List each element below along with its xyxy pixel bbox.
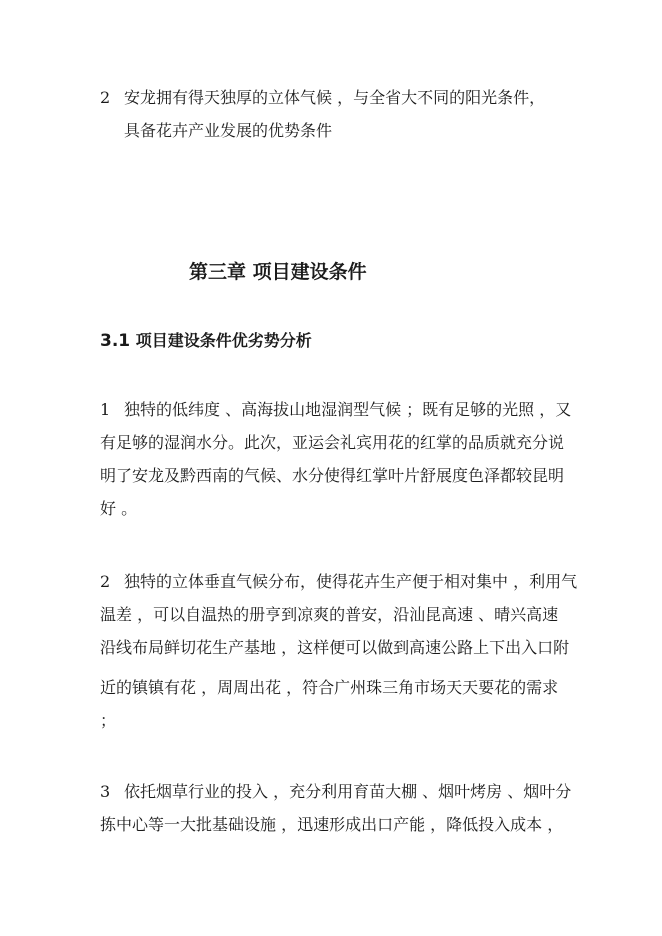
section-number: 3.1 <box>100 331 131 351</box>
point-1-number: 1 <box>100 400 111 419</box>
intro-number: 2 <box>100 88 111 107</box>
point-1-line-3: 明了安龙及黔西南的气候、水分使得红掌叶片舒展度色泽都较昆明 <box>100 466 565 485</box>
section-heading <box>100 331 312 351</box>
chapter-title: 第三章 项目建设条件 <box>189 261 367 283</box>
point-2-line-4: 近的镇镇有花 ，周周出花 ，符合广州珠三角市场天天要花的需求 <box>100 678 559 697</box>
point-2-line-1 <box>100 572 577 592</box>
intro-line-2: 具备花卉产业发展的优势条件 <box>124 121 333 140</box>
point-3-text-1: 依托烟草行业的投入 ，充分利用育苗大棚 、烟叶烤房 、烟叶分 <box>124 782 572 801</box>
point-2-text-1: 独特的立体垂直气候分布，使得花卉生产便于相对集中 ，利用气 <box>124 572 578 591</box>
point-3-line-1 <box>100 782 571 802</box>
point-2-number: 2 <box>100 572 111 591</box>
point-1-line-1 <box>100 400 571 420</box>
point-3-number: 3 <box>100 782 111 801</box>
intro-text-1: 安龙拥有得天独厚的立体气候 ，与全省大不同的阳光条件， <box>124 88 546 107</box>
section-title: 项目建设条件优劣势分析 <box>135 331 312 350</box>
point-1-text-1: 独特的低纬度 、高海拔山地湿润型气候 ；既有足够的光照 ，又 <box>124 400 572 419</box>
point-2-line-3: 沿线布局鲜切花生产基地 ，这样便可以做到高速公路上下出入口附 <box>100 638 570 657</box>
intro-line-1 <box>100 88 545 108</box>
point-2-line-2: 温差 ，可以自温热的册亨到凉爽的普安，沿汕昆高速 、晴兴高速 <box>100 605 559 624</box>
point-3-line-2: 拣中心等一大批基础设施 ，迅速形成出口产能 ，降低投入成本 ， <box>100 815 564 834</box>
point-1-line-4: 好 。 <box>100 499 138 518</box>
point-1-line-2: 有足够的湿润水分。此次，亚运会礼宾用花的红掌的品质就充分说 <box>100 433 565 452</box>
point-2-line-5: ； <box>100 711 117 730</box>
